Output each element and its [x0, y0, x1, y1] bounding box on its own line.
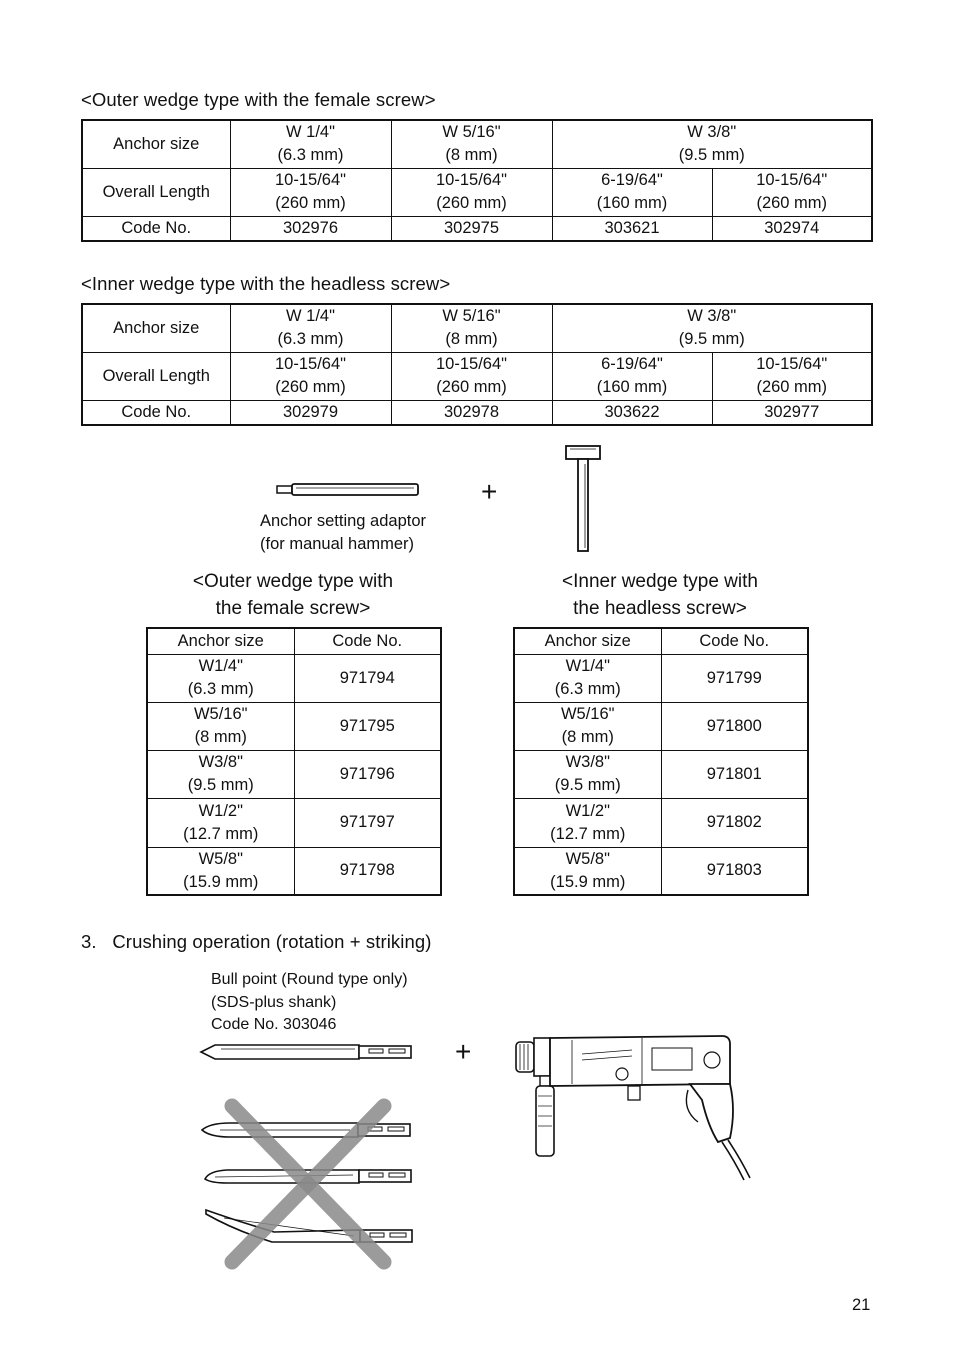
row-label-anchor-size: Anchor size	[82, 120, 230, 168]
length-cell: 10-15/64" (260 mm)	[391, 168, 552, 216]
row-label-anchor-size: Anchor size	[82, 304, 230, 352]
manual-hammer-icon	[564, 444, 602, 554]
code-cell: 971799	[661, 654, 808, 702]
size-cell: W5/16" (8 mm)	[514, 702, 661, 750]
row-label-code-no: Code No.	[82, 400, 230, 425]
size-cell: W1/4" (6.3 mm)	[147, 654, 294, 702]
row-label-code-no: Code No.	[82, 216, 230, 241]
header-anchor-size: Anchor size	[514, 628, 661, 654]
code-cell: 971802	[661, 798, 808, 847]
outer-wedge-title: <Outer wedge type with the female screw>	[81, 89, 436, 110]
code-cell: 303621	[552, 216, 712, 241]
adaptor-plus-sign: +	[481, 476, 498, 507]
header-code-no: Code No.	[294, 628, 441, 654]
code-cell: 971803	[661, 847, 808, 895]
bull-point-caption: Bull point (Round type only) (SDS-plus shank) Code No. 303046	[211, 971, 408, 1033]
bull-point-bit-icon	[199, 1042, 415, 1062]
anchor-size-cell: W 3/8" (9.5 mm)	[552, 304, 872, 352]
size-cell: W1/2" (12.7 mm)	[147, 798, 294, 847]
crushing-plus-sign: +	[455, 1036, 472, 1067]
size-cell: W1/4" (6.3 mm)	[514, 654, 661, 702]
code-cell: 302979	[230, 400, 391, 425]
outer-wedge-spec-table	[81, 119, 873, 242]
code-cell: 302975	[391, 216, 552, 241]
length-cell: 6-19/64" (160 mm)	[552, 352, 712, 400]
inner-wedge-title: <Inner wedge type with the headless screw>	[81, 273, 451, 294]
adaptor-caption: Anchor setting adaptor (for manual hammer)	[260, 512, 427, 553]
anchor-setting-adaptor-icon	[276, 482, 422, 498]
code-cell: 302977	[712, 400, 872, 425]
length-cell: 10-15/64" (260 mm)	[391, 352, 552, 400]
code-cell: 302976	[230, 216, 391, 241]
anchor-size-cell: W 5/16" (8 mm)	[391, 304, 552, 352]
anchor-size-cell: W 5/16" (8 mm)	[391, 120, 552, 168]
row-label-overall-length: Overall Length	[82, 352, 230, 400]
small-outer-title: <Outer wedge type with the female screw>	[192, 571, 394, 619]
length-cell: 10-15/64" (260 mm)	[230, 168, 391, 216]
small-outer-code-table	[146, 627, 442, 896]
anchor-size-cell: W 3/8" (9.5 mm)	[552, 120, 872, 168]
header-code-no: Code No.	[661, 628, 808, 654]
code-cell: 971798	[294, 847, 441, 895]
code-cell: 302978	[391, 400, 552, 425]
inner-wedge-spec-table	[81, 303, 873, 426]
anchor-size-cell: W 1/4" (6.3 mm)	[230, 304, 391, 352]
code-cell: 971800	[661, 702, 808, 750]
code-cell: 971795	[294, 702, 441, 750]
code-cell: 971801	[661, 750, 808, 798]
small-inner-title: <Inner wedge type with the headless screw>	[562, 571, 758, 619]
small-inner-code-table	[513, 627, 809, 896]
size-cell: W5/8" (15.9 mm)	[514, 847, 661, 895]
length-cell: 10-15/64" (260 mm)	[712, 352, 872, 400]
length-cell: 6-19/64" (160 mm)	[552, 168, 712, 216]
page-number: 21	[852, 1296, 871, 1314]
header-anchor-size: Anchor size	[147, 628, 294, 654]
size-cell: W5/8" (15.9 mm)	[147, 847, 294, 895]
row-label-overall-length: Overall Length	[82, 168, 230, 216]
code-cell: 971796	[294, 750, 441, 798]
code-cell: 303622	[552, 400, 712, 425]
size-cell: W1/2" (12.7 mm)	[514, 798, 661, 847]
size-cell: W5/16" (8 mm)	[147, 702, 294, 750]
length-cell: 10-15/64" (260 mm)	[230, 352, 391, 400]
crushing-heading: 3. Crushing operation (rotation + striking)	[81, 931, 432, 952]
size-cell: W3/8" (9.5 mm)	[147, 750, 294, 798]
size-cell: W3/8" (9.5 mm)	[514, 750, 661, 798]
code-cell: 302974	[712, 216, 872, 241]
anchor-size-cell: W 1/4" (6.3 mm)	[230, 120, 391, 168]
cross-mark-icon	[224, 1098, 394, 1270]
length-cell: 10-15/64" (260 mm)	[712, 168, 872, 216]
code-cell: 971794	[294, 654, 441, 702]
code-cell: 971797	[294, 798, 441, 847]
rotary-hammer-icon	[512, 1030, 752, 1188]
